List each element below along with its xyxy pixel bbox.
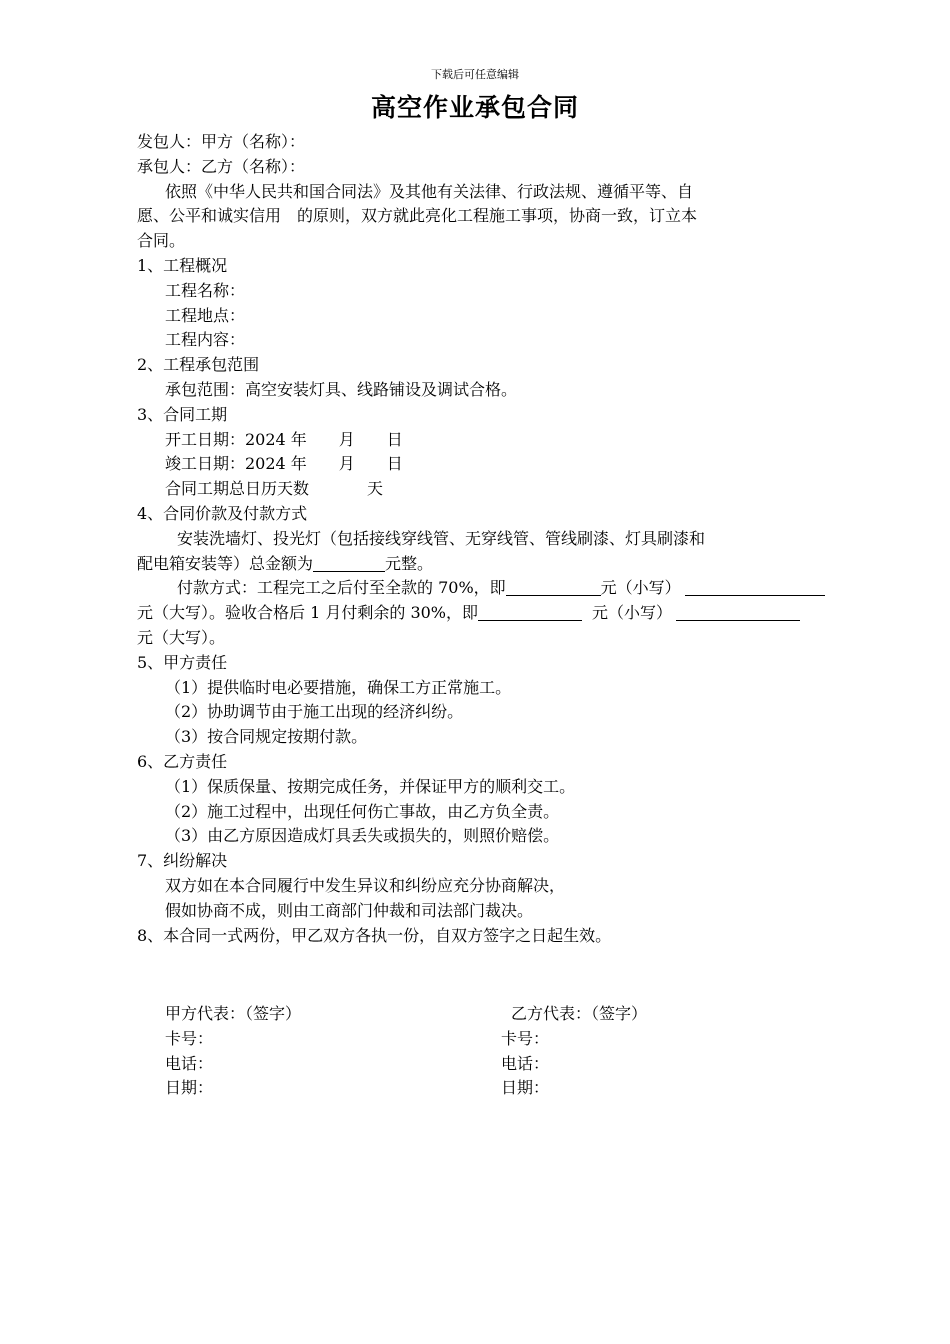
payment-second-unit: 元（小写）: [592, 603, 673, 623]
intro-line-2: 愿、公平和诚实信用 的原则，双方就此亮化工程施工事项，协商一致，订立本: [137, 206, 698, 226]
payment-second-figure-blank: [676, 604, 800, 621]
document-title: 高空作业承包合同: [370, 93, 579, 122]
section-5-heading: 5、甲方责任: [137, 652, 228, 672]
project-name-field: 工程名称：: [165, 280, 246, 300]
total-amount-blank: [313, 555, 385, 572]
total-amount-label: 配电箱安装等）总金额为: [137, 553, 314, 573]
payment-line-2: [137, 601, 897, 626]
employer-line: 发包人：甲方（名称）：: [137, 132, 306, 151]
dispute-line-1: 双方如在本合同履行中发生异议和纠纷应充分协商解决，: [165, 875, 566, 895]
party-a-duty-2: （2）协助调节由于施工出现的经济纠纷。: [165, 702, 464, 722]
end-date-field: 竣工日期：2024 年 月 日: [165, 454, 403, 474]
payment-first-label: 付款方式：工程完工之后付至全款的 70%，即: [177, 578, 506, 598]
party-a-duty-3: （3）按合同规定按期付款。: [165, 727, 368, 747]
dispute-line-2: 假如协商不成，则由工商部门仲裁和司法部门裁决。: [165, 900, 534, 920]
party-a-duty-1: （1）提供临时电必要措施，确保工方正常施工。: [165, 677, 512, 697]
party-a-rep: 甲方代表：（签字）: [165, 1004, 302, 1023]
total-days-label: 合同工期总日历天数: [165, 479, 310, 499]
payment-first-blank: [506, 579, 601, 596]
total-amount-unit: 元整。: [385, 553, 434, 573]
party-b-rep: 乙方代表：（签字）: [511, 1004, 648, 1023]
total-days-field: [137, 477, 897, 502]
contract-body: [137, 130, 897, 948]
party-b-duty-3: （3）由乙方原因造成灯具丢失或损失的，则照价赔偿。: [165, 826, 560, 846]
payment-line-3: 元（大写）。: [137, 627, 226, 647]
start-date-field: 开工日期：2024 年 月 日: [165, 429, 403, 449]
project-content-field: 工程内容：: [165, 330, 246, 350]
project-location-field: 工程地点：: [165, 305, 246, 325]
section-8-text: 8、本合同一式两份，甲乙双方各执一份，自双方签字之日起生效。: [137, 925, 612, 945]
section-2-heading: 2、工程承包范围: [137, 355, 260, 375]
intro-line-3: 合同。: [137, 231, 186, 251]
party-b-signature-block: [501, 1002, 647, 1101]
section-7-heading: 7、纠纷解决: [137, 851, 228, 871]
section-4-heading: 4、合同价款及付款方式: [137, 503, 308, 523]
party-b-duty-2: （2）施工过程中，出现任何伤亡事故，由乙方负全责。: [165, 801, 560, 821]
payment-second-label: 元（大写）。验收合格后 1 月付剩余的 30%，即: [137, 603, 479, 623]
total-days-unit: 天: [367, 479, 384, 499]
section-3-heading: 3、合同工期: [137, 404, 228, 424]
payment-first-figure-blank: [685, 579, 825, 596]
scope-text: 承包范围：高空安装灯具、线路铺设及调试合格。: [165, 379, 518, 399]
party-a-date: 日期：: [165, 1078, 214, 1098]
section-1-heading: 1、工程概况: [137, 255, 228, 275]
party-a-signature-block: [165, 1002, 301, 1101]
party-b-phone: 电话：: [501, 1053, 550, 1073]
payment-line-1: [137, 576, 897, 601]
header-note: 下载后可任意编辑: [431, 68, 519, 81]
payment-second-blank: [478, 604, 582, 621]
item-desc-line-1: 安装洗墙灯、投光灯（包括接线穿线管、无穿线管、管线刷漆、灯具刷漆和: [177, 528, 706, 548]
intro-line-1: 依照《中华人民共和国合同法》及其他有关法律、行政法规、遵循平等、自: [165, 181, 694, 201]
section-6-heading: 6、乙方责任: [137, 751, 228, 771]
party-b-date: 日期：: [501, 1078, 550, 1098]
contractor-line: 承包人：乙方（名称）：: [137, 156, 306, 176]
party-a-phone: 电话：: [165, 1053, 214, 1073]
party-b-duty-1: （1）保质保量、按期完成任务，并保证甲方的顺利交工。: [165, 776, 576, 796]
payment-first-unit: 元（小写）: [600, 578, 681, 598]
party-b-card: 卡号：: [501, 1028, 550, 1048]
party-a-card: 卡号：: [165, 1028, 214, 1048]
item-desc-line-2: [137, 552, 897, 577]
